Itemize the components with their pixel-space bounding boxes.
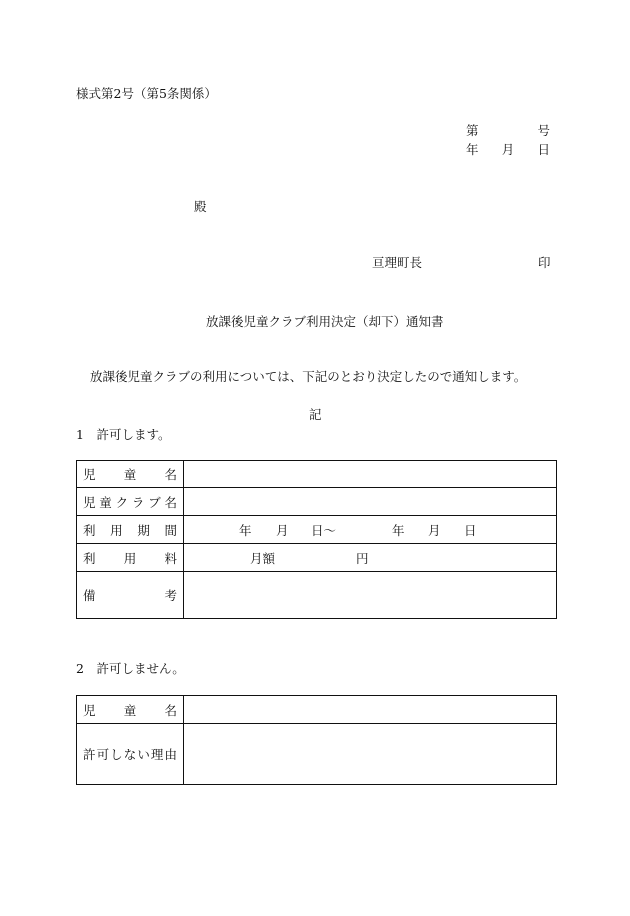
document-title: 放課後児童クラブ利用決定（却下）通知書 <box>206 314 444 329</box>
label-child-name: 児 童 名 <box>77 461 184 488</box>
remarks-field[interactable] <box>184 572 557 619</box>
section2-heading: 2 許可しません。 <box>76 661 185 676</box>
table-row <box>77 572 557 619</box>
club-name-field[interactable] <box>184 488 557 516</box>
table-row <box>77 488 557 516</box>
denial-reason-field[interactable] <box>184 724 557 785</box>
number-prefix: 第 <box>466 123 479 138</box>
date-day: 日 <box>537 142 550 157</box>
table-row <box>77 724 557 785</box>
label-usage-fee: 利 用 料 <box>77 544 184 572</box>
denial-table <box>76 695 557 785</box>
table-row <box>77 516 557 544</box>
table-row <box>77 544 557 572</box>
child-name-field[interactable] <box>184 696 557 724</box>
ki-mark: 記 <box>309 407 322 422</box>
seal-mark: 印 <box>538 255 551 270</box>
form-number: 様式第2号（第5条関係） <box>76 86 217 101</box>
addressee-suffix: 殿 <box>194 199 207 214</box>
label-denial-reason: 許 可 し な い 理 由 <box>77 724 184 785</box>
child-name-field[interactable] <box>184 461 557 488</box>
date-year: 年 <box>466 142 479 157</box>
number-suffix: 号 <box>537 123 550 138</box>
permit-table <box>76 460 557 619</box>
usage-period-field[interactable]: 年 月 日〜 年 月 日 <box>184 516 557 544</box>
label-club-name: 児 童 ク ラ ブ 名 <box>77 488 184 516</box>
label-usage-period: 利 用 期 間 <box>77 516 184 544</box>
section1-heading: 1 許可します。 <box>76 427 171 442</box>
issue-date-line <box>466 140 550 158</box>
issuer-title: 亘理町長 <box>372 255 423 270</box>
table-row <box>77 696 557 724</box>
table-row <box>77 461 557 488</box>
label-child-name: 児 童 名 <box>77 696 184 724</box>
document-number-line <box>466 121 550 139</box>
usage-fee-field[interactable]: 月額 円 <box>184 544 557 572</box>
label-remarks: 備 考 <box>77 572 184 619</box>
date-month: 月 <box>501 142 515 157</box>
intro-text: 放課後児童クラブの利用については、下記のとおり決定したので通知します。 <box>90 369 527 384</box>
